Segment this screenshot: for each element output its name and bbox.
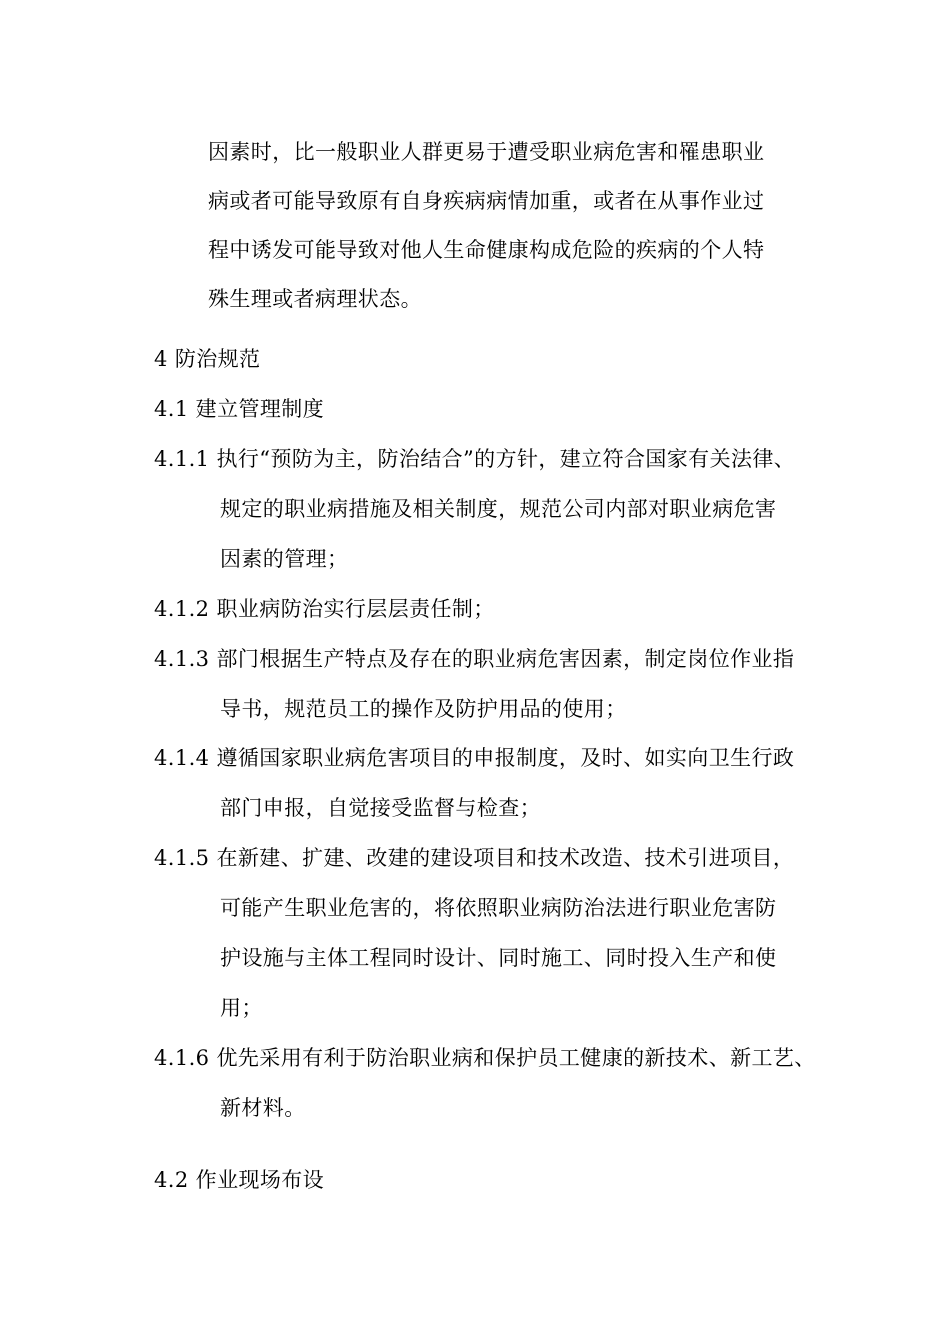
item-4-1-1-line-2: 规定的职业病措施及相关制度，规范公司内部对职业病危害 — [220, 497, 777, 521]
section-4-1-heading: 4.1 建立管理制度 — [154, 397, 325, 421]
item-4-1-6-line-2: 新材料。 — [220, 1096, 306, 1120]
item-4-1-6-line-1: 4.1.6 优先采用有利于防治职业病和保护员工健康的新技术、新工艺、 — [154, 1046, 816, 1070]
item-4-1-4-line-1: 4.1.4 遵循国家职业病危害项目的申报制度，及时、如实向卫生行政 — [154, 746, 795, 770]
item-4-1-5-line-4: 用； — [220, 996, 263, 1020]
item-4-1-5-line-2: 可能产生职业危害的，将依照职业病防治法进行职业危害防 — [220, 896, 777, 920]
item-4-1-2-line-1: 4.1.2 职业病防治实行层层责任制； — [154, 597, 495, 621]
item-4-1-5-line-1: 4.1.5 在新建、扩建、改建的建设项目和技术改造、技术引进项目， — [154, 846, 795, 870]
item-4-1-3-line-1: 4.1.3 部门根据生产特点及存在的职业病危害因素，制定岗位作业指 — [154, 647, 795, 671]
item-4-1-1-line-1: 4.1.1 执行“预防为主，防治结合”的方针，建立符合国家有关法律、 — [154, 447, 796, 471]
item-4-1-5-line-3: 护设施与主体工程同时设计、同时施工、同时投入生产和使 — [220, 946, 777, 970]
intro-line-2: 病或者可能导致原有自身疾病病情加重，或者在从事作业过 — [208, 189, 765, 213]
section-4-heading: 4 防治规范 — [154, 347, 261, 371]
intro-line-1: 因素时，比一般职业人群更易于遭受职业病危害和罹患职业 — [208, 140, 765, 164]
intro-line-3: 程中诱发可能导致对他人生命健康构成危险的疾病的个人特 — [208, 238, 765, 262]
item-4-1-1-line-3: 因素的管理； — [220, 547, 349, 571]
section-4-2-heading: 4.2 作业现场布设 — [154, 1168, 325, 1192]
item-4-1-4-line-2: 部门申报，自觉接受监督与检查； — [220, 796, 541, 820]
item-4-1-3-line-2: 导书，规范员工的操作及防护用品的使用； — [220, 697, 627, 721]
intro-line-4: 殊生理或者病理状态。 — [208, 287, 422, 311]
